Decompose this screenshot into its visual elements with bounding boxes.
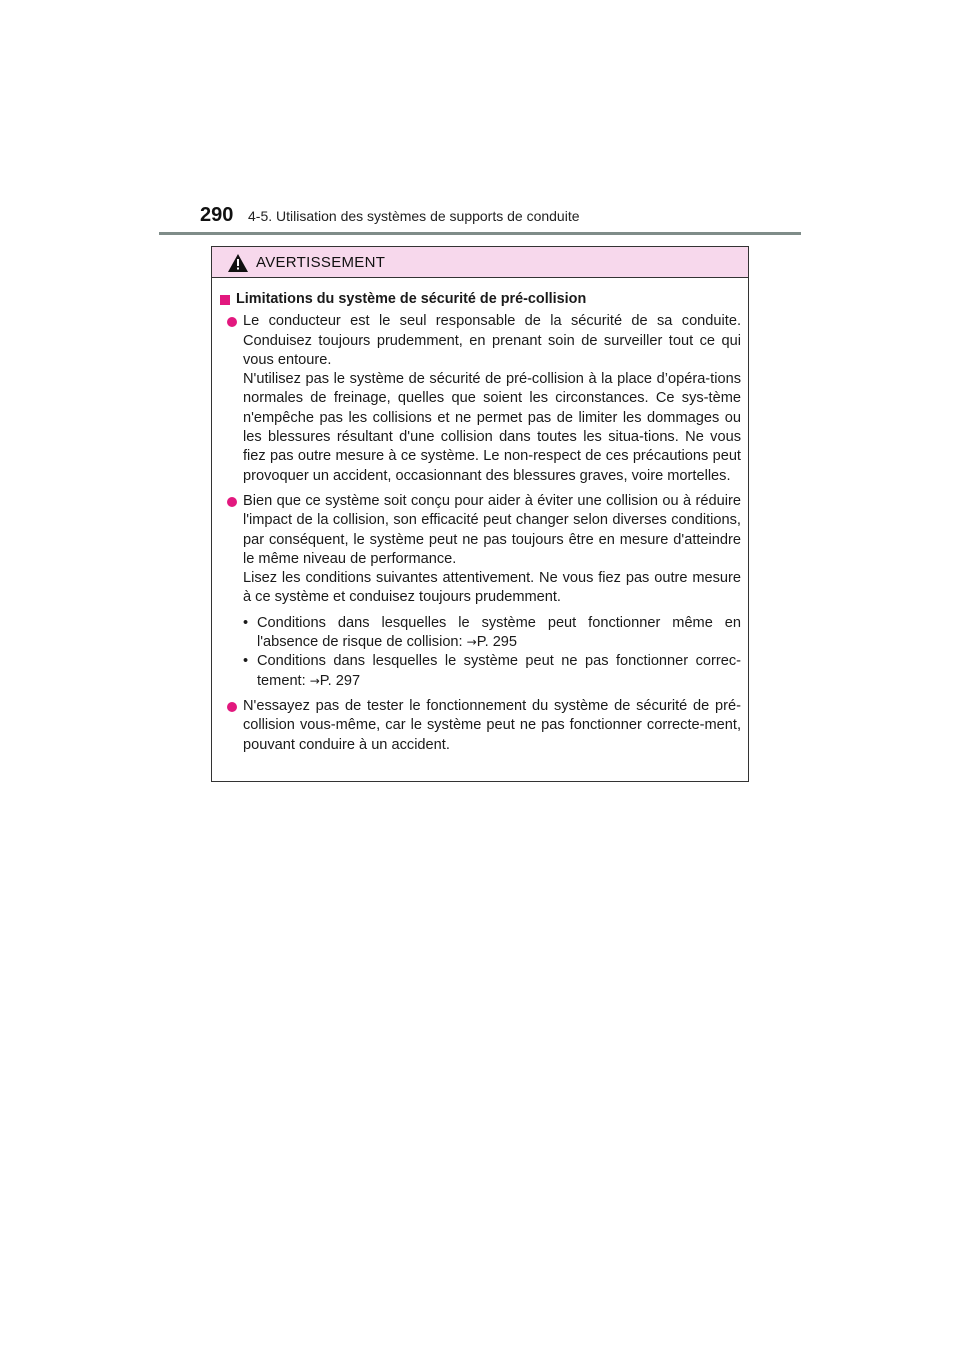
header-rule bbox=[159, 232, 801, 235]
list-item bbox=[220, 492, 741, 691]
item-paragraph: Bien que ce système soit conçu pour aider à éviter une collision ou à réduire l'impact de la collision, son efficacité peut changer selon diverses conditions, par conséquent, le système peut ne pas toujours être en mesure d'atteindre le même niveau de performance. bbox=[243, 492, 741, 567]
circle-bullet-icon bbox=[227, 497, 237, 507]
section-heading-text: Limitations du système de sécurité de pré-collision bbox=[236, 291, 587, 307]
warning-box bbox=[211, 246, 749, 782]
square-bullet-icon bbox=[220, 295, 230, 305]
item-paragraph: Le conducteur est le seul responsable de la sécurité de sa conduite. Conduisez toujours prudemment, en prenant soin de surveiller tout ce qui vous entoure. bbox=[243, 313, 741, 368]
sub-item-text: Conditions dans lesquelles le système peut fonctionner même en l'absence de risque de collision: bbox=[257, 614, 741, 651]
arrow-right-icon: → bbox=[309, 673, 320, 688]
list-item bbox=[220, 312, 741, 486]
item-paragraph: N'utilisez pas le système de sécurité de pré-collision à la place d’opéra-tions normales de freinage, quelles que soient les circonstances. Ce sys-tème n'empêche pas les collisions et ne permet pas de limiter les dommages ou les blessures résultant d'une collision dans toutes les situa-tions. Ne vous fiez pas outre mesure à ce système. Le non-respect de ces précautions peut provoquer un accident, occasionnant des blessures graves, voire mortelles. bbox=[243, 371, 741, 484]
page-reference: P. 297 bbox=[319, 672, 361, 689]
page-number: 290 bbox=[200, 204, 234, 226]
sub-item-text: Conditions dans lesquelles le système peut ne pas fonctionner correc-tement: bbox=[257, 653, 741, 689]
warning-title: AVERTISSEMENT bbox=[256, 254, 386, 271]
warning-body bbox=[212, 278, 748, 755]
item-paragraph: N'essayez pas de tester le fonctionnement du système de sécurité de pré-collision vous-même, car le système peut ne pas fonctionner correcte-ment, pouvant conduire à un accident. bbox=[243, 697, 741, 753]
page-reference: P. 295 bbox=[476, 634, 518, 651]
circle-bullet-icon bbox=[227, 317, 237, 327]
sub-list-item bbox=[243, 614, 741, 653]
warning-header bbox=[212, 247, 748, 278]
chapter-title: 4-5. Utilisation des systèmes de supports de conduite bbox=[248, 208, 580, 224]
item-paragraph: Lisez les conditions suivantes attentivement. Ne vous fiez pas outre mesure à ce système et conduisez toujours prudemment. bbox=[243, 570, 741, 606]
arrow-right-icon: → bbox=[466, 635, 477, 650]
sub-bullet: • bbox=[243, 653, 249, 670]
section-heading bbox=[220, 290, 741, 309]
sub-bullet: • bbox=[243, 614, 249, 631]
page-header bbox=[200, 204, 800, 232]
circle-bullet-icon bbox=[227, 702, 237, 712]
list-item bbox=[220, 697, 741, 755]
sub-list-item bbox=[243, 652, 741, 691]
warning-triangle-icon bbox=[228, 254, 248, 272]
